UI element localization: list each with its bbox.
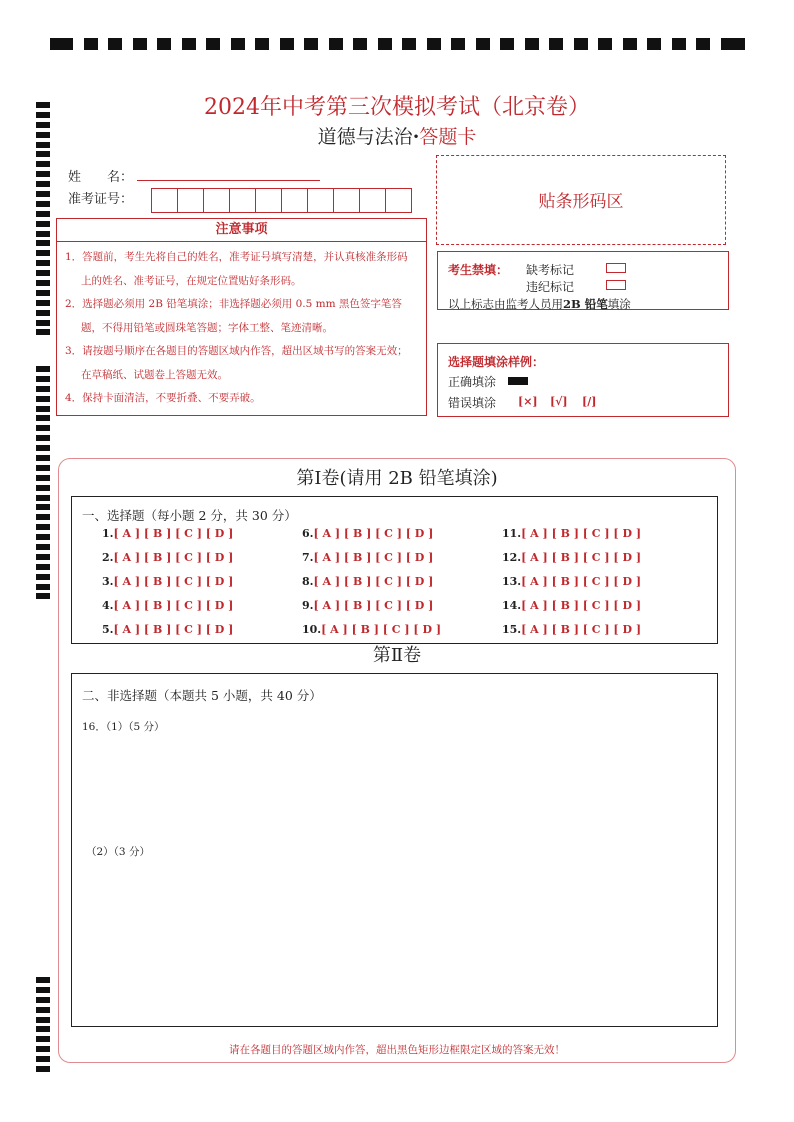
question-number: 2. — [102, 551, 114, 564]
question-number: 15. — [502, 623, 522, 636]
absent-mark-label: 缺考标记 — [526, 263, 575, 277]
answer-options: [ A ] [ B ] [ C ] [ D ] — [313, 599, 434, 612]
answer-options: [ A ] [ B ] [ C ] [ D ] — [521, 551, 642, 564]
choice-question[interactable] — [102, 527, 233, 540]
choice-question[interactable] — [302, 551, 433, 564]
fill-sample-box — [437, 343, 729, 417]
violation-mark-box[interactable] — [606, 280, 626, 290]
page-subtitle — [0, 122, 794, 149]
notice-title: 注意事项 — [57, 219, 426, 242]
choice-question[interactable] — [302, 599, 433, 612]
question-number: 10. — [302, 623, 322, 636]
notice-item: 1．答题前，考生先将自己的姓名，准考证号填写清楚，并认真核准条形码上的姓名、准考证号，在规定位置贴好条形码。 — [65, 251, 408, 287]
answer-options: [ A ] [ B ] [ C ] [ D ] — [313, 527, 434, 540]
question-number: 1. — [102, 527, 114, 540]
page-title: 2024年中考第三次模拟考试（北京卷） — [204, 95, 590, 120]
sample-title: 选择题填涂样例： — [448, 355, 545, 369]
q16-part1: 16．（1）（5 分） — [82, 721, 165, 733]
section2-title: 第Ⅱ卷 — [372, 645, 422, 666]
subtitle-card: 答题卡 — [419, 126, 477, 148]
correct-fill-label: 正确填涂 — [448, 375, 497, 389]
exam-id-label: 准考证号： — [68, 192, 134, 207]
barcode-area-label: 贴条形码区 — [538, 192, 624, 212]
answer-options: [ A ] [ B ] [ C ] [ D ] — [521, 575, 642, 588]
exam-id-boxes[interactable] — [152, 188, 412, 213]
notice-item: 3．请按题号顺序在各题目的答题区域内作答，超出区域书写的答案无效；在草稿纸、试题卷上答题无效。 — [65, 345, 408, 381]
answer-options: [ A ] [ B ] [ C ] [ D ] — [313, 575, 434, 588]
notice-item: 2．选择题必须用 2B 铅笔填涂；非选择题必须用 0.5 mm 黑色签字笔答题，不得用铅笔或圆珠笔答题；字体工整、笔迹清晰。 — [65, 298, 402, 334]
section1-box — [71, 496, 718, 644]
answer-options: [ A ] [ B ] [ C ] [ D ] — [113, 623, 234, 636]
notice-item: 4．保持卡面清洁，不要折叠、不要弄破。 — [65, 392, 261, 404]
answer-options: [ A ] [ B ] [ C ] [ D ] — [521, 527, 642, 540]
violation-mark-label: 违纪标记 — [526, 280, 575, 294]
name-label: 姓 名： — [68, 170, 134, 185]
subtitle-dot: · — [412, 126, 420, 148]
wrong-mark: [√] — [550, 395, 568, 408]
wrong-mark: [×] — [518, 395, 538, 408]
choice-question[interactable] — [502, 575, 641, 588]
choice-question[interactable] — [302, 623, 441, 636]
q16-part2: （2）（3 分） — [86, 846, 150, 858]
wrong-fill-label: 错误填涂 — [448, 396, 497, 410]
choice-question[interactable] — [102, 623, 233, 636]
notice-box — [56, 218, 427, 416]
choice-question[interactable] — [102, 575, 233, 588]
answer-options: [ A ] [ B ] [ C ] [ D ] — [521, 599, 642, 612]
choice-question[interactable] — [102, 599, 233, 612]
question-number: 13. — [502, 575, 522, 588]
barcode-area — [436, 155, 726, 245]
choice-question[interactable] — [302, 575, 433, 588]
answer-options: [ A ] [ B ] [ C ] [ D ] — [313, 551, 434, 564]
question-number: 7. — [302, 551, 314, 564]
choice-question[interactable] — [502, 551, 641, 564]
absent-mark-box[interactable] — [606, 263, 626, 273]
section2-heading: 二、非选择题（本题共 5 小题，共 40 分） — [82, 688, 322, 703]
section2-box[interactable] — [71, 673, 718, 1027]
choice-question[interactable] — [302, 527, 433, 540]
examiner-only-box — [437, 251, 729, 310]
answer-options: [ A ] [ B ] [ C ] [ D ] — [113, 575, 234, 588]
timing-marks-top — [50, 38, 745, 50]
choice-question[interactable] — [502, 623, 641, 636]
question-number: 4. — [102, 599, 114, 612]
subtitle-subject: 道德与法治 — [317, 126, 413, 148]
question-number: 9. — [302, 599, 314, 612]
correct-fill-mark — [508, 377, 528, 385]
choice-question[interactable] — [502, 527, 641, 540]
wrong-mark: [/] — [582, 395, 597, 408]
question-number: 11. — [502, 527, 522, 540]
choice-question[interactable] — [502, 599, 641, 612]
answer-options: [ A ] [ B ] [ C ] [ D ] — [521, 623, 642, 636]
section1-title: 第Ⅰ卷(请用 2B 铅笔填涂) — [296, 468, 498, 489]
question-number: 5. — [102, 623, 114, 636]
question-number: 6. — [302, 527, 314, 540]
ban-label: 考生禁填： — [448, 263, 509, 277]
choice-question[interactable] — [102, 551, 233, 564]
question-number: 14. — [502, 599, 522, 612]
answer-options: [ A ] [ B ] [ C ] [ D ] — [113, 527, 234, 540]
ban-note: 以上标志由监考人员用2B 铅笔填涂 — [448, 297, 631, 311]
question-number: 12. — [502, 551, 522, 564]
timing-marks-left-3 — [36, 977, 50, 1076]
question-number: 8. — [302, 575, 314, 588]
footer-warning: 请在各题目的答题区域内作答，超出黑色矩形边框限定区域的答案无效！ — [229, 1044, 565, 1056]
answer-options: [ A ] [ B ] [ C ] [ D ] — [113, 551, 234, 564]
name-field[interactable] — [137, 180, 320, 181]
question-number: 3. — [102, 575, 114, 588]
section1-heading: 一、选择题（每小题 2 分，共 30 分） — [82, 508, 297, 523]
answer-options: [ A ] [ B ] [ C ] [ D ] — [321, 623, 442, 636]
answer-options: [ A ] [ B ] [ C ] [ D ] — [113, 599, 234, 612]
